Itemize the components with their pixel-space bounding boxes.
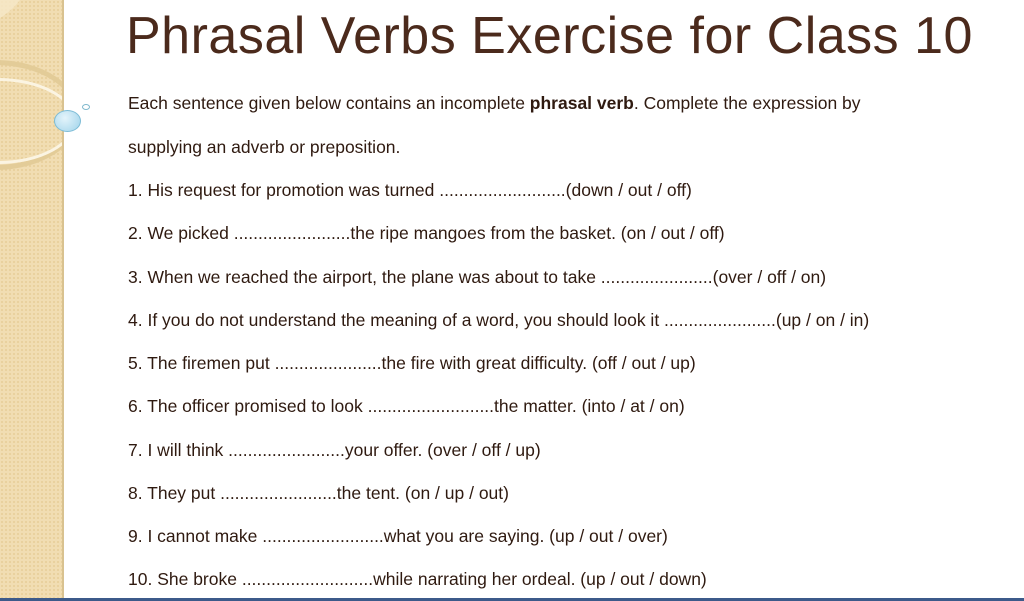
question-item: 3. When we reached the airport, the plane was about to take .......................(over / off / on) [128, 267, 827, 287]
decorative-bubble-icon [54, 110, 81, 132]
instructions-bold: phrasal verb [529, 93, 634, 113]
question-item: 10. She broke ...........................while narrating her ordeal. (up / out / down) [128, 569, 707, 589]
instructions-line2: supplying an adverb or preposition. [128, 137, 401, 157]
instructions [128, 93, 861, 114]
question-item: 6. The officer promised to look ..........................the matter. (into / at / on) [128, 396, 685, 416]
question-item: 1. His request for promotion was turned ..........................(down / out / off) [128, 180, 692, 200]
decorative-circle [0, 0, 30, 30]
instructions-text: Each sentence given below contains an incomplete [128, 93, 530, 113]
question-item: 2. We picked ........................the ripe mangoes from the basket. (on / out / off) [128, 223, 725, 243]
instructions-text: . Complete the expression by [633, 93, 861, 113]
slide-title: Phrasal Verbs Exercise for Class 10 [126, 7, 973, 65]
question-item: 7. I will think ........................your offer. (over / off / up) [128, 440, 541, 460]
question-item: 8. They put ........................the tent. (on / up / out) [128, 483, 509, 503]
decorative-side-panel [0, 0, 64, 598]
question-item: 5. The firemen put ......................the fire with great difficulty. (off / out / up) [128, 353, 696, 373]
decorative-small-bubble-icon [82, 104, 90, 110]
question-item: 4. If you do not understand the meaning of a word, you should look it .......................(up / on / in) [128, 310, 870, 330]
question-item: 9. I cannot make .........................what you are saying. (up / out / over) [128, 526, 668, 546]
